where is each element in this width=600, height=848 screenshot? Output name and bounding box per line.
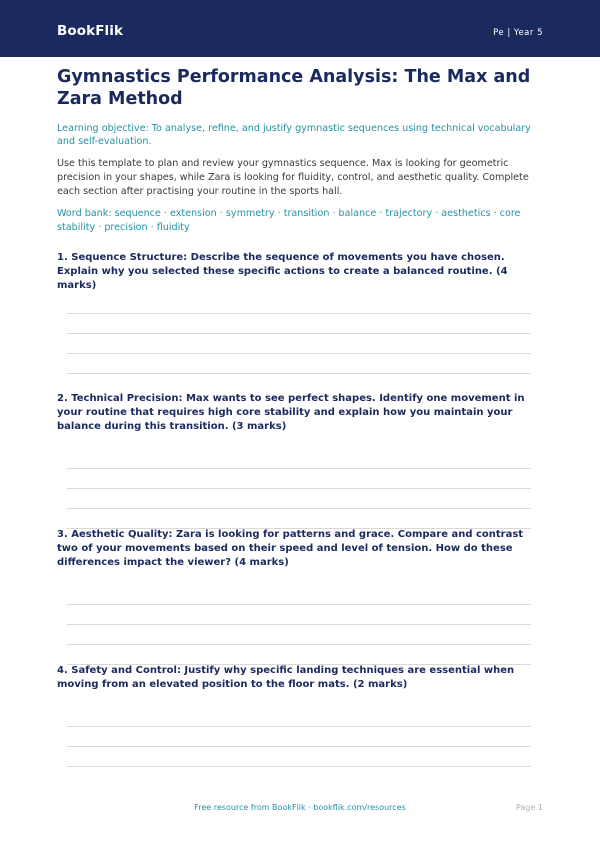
question-3: 3. Aesthetic Quality: Zara is looking for patterns and grace. Compare and contrast two of your movements based on their speed and level of tension. How do these differences impact the viewer? (4 marks): [57, 529, 524, 568]
answer-line[interactable]: [67, 313, 531, 314]
page-header: [0, 0, 600, 57]
question-2: 2. Technical Precision: Max wants to see perfect shapes. Identify one movement in your routine that requires high core stability and explain how you maintain your balance during this transition. (3 marks): [57, 393, 525, 432]
question-1: 1. Sequence Structure: Describe the sequence of movements you have chosen. Explain why you selected these specific actions to create a balanced routine. (4 marks): [57, 252, 508, 291]
answer-line[interactable]: [67, 746, 531, 747]
answer-line[interactable]: [67, 353, 531, 354]
answer-line[interactable]: [67, 508, 531, 509]
question-4: 4. Safety and Control: Justify why specific landing techniques are essential when moving from an elevated position to the floor mats. (2 marks): [57, 665, 515, 690]
answer-line[interactable]: [67, 644, 531, 645]
answer-line[interactable]: [67, 624, 531, 625]
answer-line[interactable]: [67, 373, 531, 374]
answer-line[interactable]: [67, 726, 531, 727]
answer-line[interactable]: [67, 604, 531, 605]
word-bank: Word bank: sequence · extension · symmetry · transition · balance · trajectory · aesthetics · core stability · precision · fluidity: [57, 208, 521, 233]
learning-objective: Learning objective: To analyse, refine, and justify gymnastic sequences using technical vocabulary and self-evaluation.: [57, 123, 531, 147]
answer-line[interactable]: [67, 766, 531, 767]
answer-line[interactable]: [67, 333, 531, 334]
worksheet-title: Gymnastics Performance Analysis: The Max and Zara Method: [57, 67, 531, 109]
brand-logo[interactable]: BookFlik: [57, 23, 124, 39]
answer-line[interactable]: [67, 488, 531, 489]
page-number: Page 1: [516, 803, 543, 812]
subject-year-label: Pe | Year 5: [493, 28, 543, 38]
footer-credit[interactable]: Free resource from BookFlik · bookflik.com/resources: [194, 803, 406, 812]
intro-text: Use this template to plan and review your gymnastics sequence. Max is looking for geometric precision in your shapes, while Zara is looking for fluidity, control, and aesthetic quality. Complete each section after practising your routine in the sports hall.: [57, 158, 529, 197]
answer-line[interactable]: [67, 468, 531, 469]
